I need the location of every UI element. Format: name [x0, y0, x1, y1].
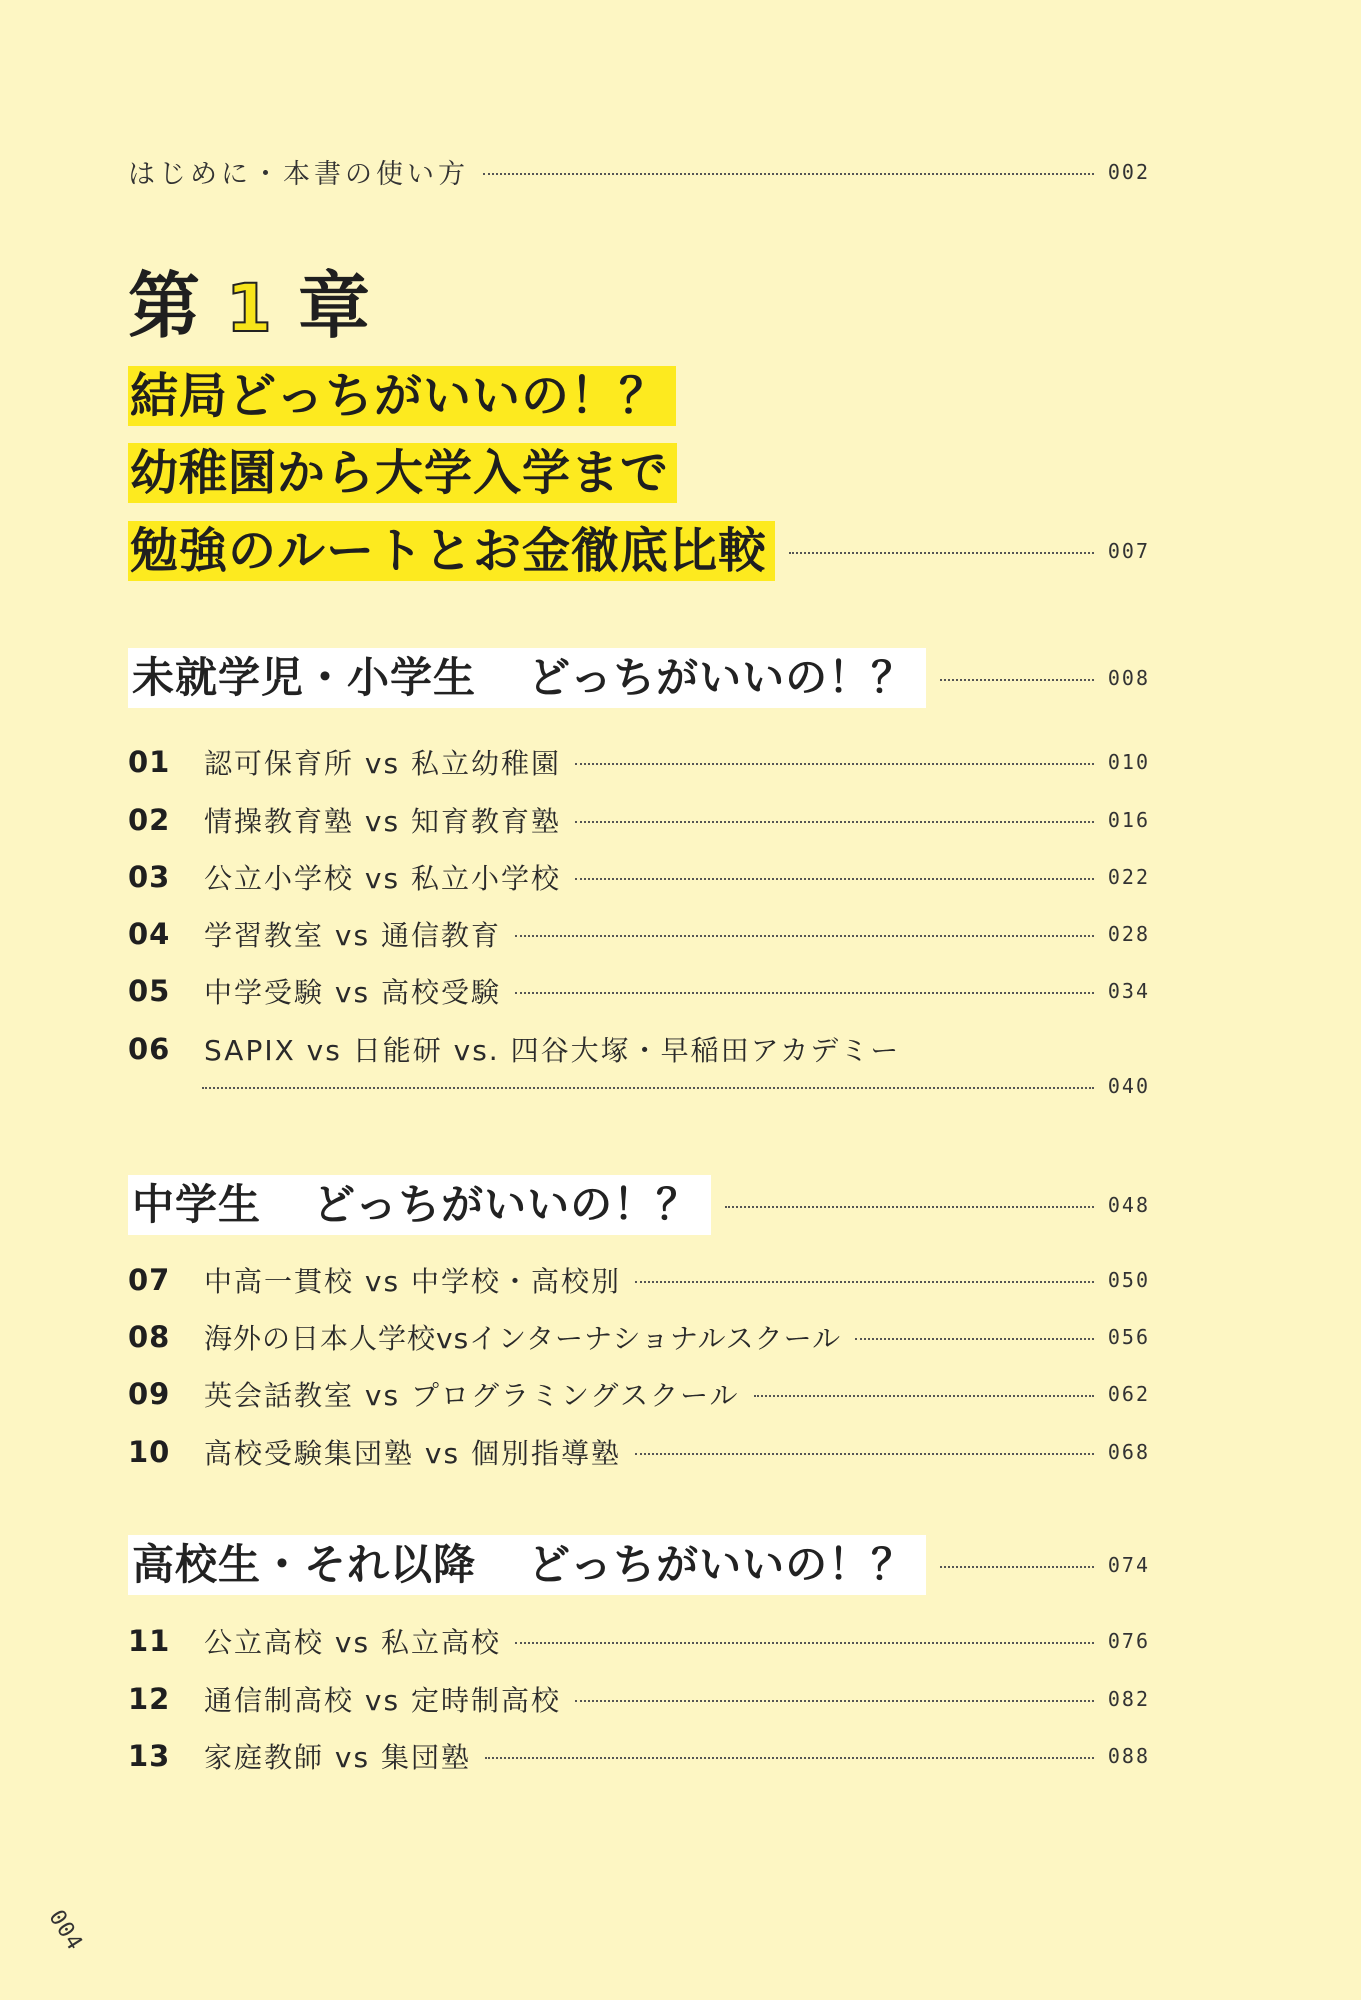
dot-leader: [515, 1642, 1094, 1644]
toc-item-09[interactable]: [128, 1374, 1150, 1414]
item-title: 情操教育塾 vs 知育教育塾: [204, 805, 561, 838]
toc-item-03[interactable]: [128, 857, 1150, 897]
item-title: 学習教室 vs 通信教育: [204, 919, 501, 952]
item-title: 家庭教師 vs 集団塾: [204, 1741, 471, 1774]
dot-leader: [515, 935, 1094, 937]
section-heading-elementary[interactable]: [128, 648, 1150, 708]
toc-item-02[interactable]: [128, 800, 1150, 840]
dot-leader: [515, 992, 1094, 994]
section-heading-high-school[interactable]: [128, 1535, 1150, 1595]
dot-leader: [575, 1700, 1094, 1702]
dot-leader: [483, 173, 1094, 175]
dot-leader: [635, 1281, 1094, 1283]
dot-leader: [940, 679, 1094, 681]
item-number: 12: [128, 1682, 171, 1716]
toc-item-04[interactable]: [128, 914, 1150, 954]
page-number: 007: [1107, 539, 1150, 563]
page-number: 040: [1107, 1074, 1150, 1098]
page-number: 028: [1107, 922, 1150, 946]
toc-item-08[interactable]: [128, 1317, 1150, 1357]
dot-leader: [789, 552, 1094, 554]
chapter-suffix: 章: [297, 264, 370, 348]
section-title: 高校生・それ以降 どっちがいいの！？: [128, 1535, 926, 1595]
item-number: 03: [128, 860, 171, 894]
chapter-title-text: 結局どっちがいいの！？: [128, 366, 676, 426]
section-heading-junior-high[interactable]: [128, 1175, 1150, 1235]
item-title: 公立小学校 vs 私立小学校: [204, 862, 561, 895]
toc-item-06[interactable]: [128, 1029, 1150, 1069]
page-number: 082: [1107, 1687, 1150, 1711]
chapter-heading: [128, 248, 370, 352]
item-number: 11: [128, 1624, 171, 1658]
dot-leader: [575, 763, 1094, 765]
page-number: 034: [1107, 979, 1150, 1003]
toc-item-12[interactable]: [128, 1679, 1150, 1719]
item-title: 中学受験 vs 高校受験: [204, 976, 501, 1009]
toc-item-07[interactable]: [128, 1260, 1150, 1300]
chapter-number: 1: [226, 270, 272, 347]
item-number: 13: [128, 1739, 171, 1773]
dot-leader: [202, 1087, 1094, 1089]
toc-item-05[interactable]: [128, 971, 1150, 1011]
page-number: 010: [1107, 750, 1150, 774]
dot-leader: [855, 1338, 1094, 1340]
dot-leader: [940, 1566, 1094, 1568]
section-title: 中学生 どっちがいいの！？: [128, 1175, 711, 1235]
toc-item-01[interactable]: [128, 742, 1150, 782]
dot-leader: [635, 1453, 1094, 1455]
page-number: 076: [1107, 1629, 1150, 1653]
item-number: 10: [128, 1435, 171, 1469]
page-number: 008: [1107, 666, 1150, 690]
toc-entry-intro[interactable]: [128, 152, 1150, 191]
toc-item-10[interactable]: [128, 1432, 1150, 1472]
page-number: 022: [1107, 865, 1150, 889]
chapter-title-line-3: [128, 521, 775, 581]
item-title: 認可保育所 vs 私立幼稚園: [204, 747, 561, 780]
entry-title: はじめに・本書の使い方: [128, 159, 469, 190]
item-number: 04: [128, 917, 171, 951]
section-title: 未就学児・小学生 どっちがいいの！？: [128, 648, 926, 708]
toc-item-13[interactable]: [128, 1736, 1150, 1776]
item-title: 英会話教室 vs プログラミングスクール: [204, 1379, 740, 1412]
chapter-prefix: 第: [128, 264, 201, 348]
dot-leader: [725, 1206, 1094, 1208]
item-number: 01: [128, 745, 171, 779]
item-number: 07: [128, 1263, 171, 1297]
page-number: 068: [1107, 1440, 1150, 1464]
item-title: 通信制高校 vs 定時制高校: [204, 1684, 561, 1717]
item-number: 02: [128, 803, 171, 837]
page-folio: 004: [43, 1905, 88, 1956]
item-number: 05: [128, 974, 171, 1008]
item-title: 公立高校 vs 私立高校: [204, 1626, 501, 1659]
dot-leader: [485, 1757, 1094, 1759]
dot-leader: [754, 1395, 1094, 1397]
item-number: 06: [128, 1032, 171, 1066]
page-number: 002: [1107, 159, 1150, 184]
item-title: SAPIX vs 日能研 vs. 四谷大塚・早稲田アカデミー: [204, 1034, 901, 1067]
chapter-title-text: 幼稚園から大学入学まで: [128, 443, 677, 503]
page-number: 056: [1107, 1325, 1150, 1349]
item-title: 海外の日本人学校vsインターナショナルスクール: [204, 1322, 842, 1355]
toc-item-11[interactable]: [128, 1621, 1150, 1661]
chapter-title-line-2: [128, 443, 677, 503]
page-number: 048: [1107, 1193, 1150, 1217]
chapter-title-line-1: [128, 366, 676, 426]
dot-leader: [575, 821, 1094, 823]
page-number: 074: [1107, 1553, 1150, 1577]
page-number: 062: [1107, 1382, 1150, 1406]
toc-entry-chapter-1[interactable]: [128, 521, 1150, 581]
page-number: 088: [1107, 1744, 1150, 1768]
item-title: 中高一貫校 vs 中学校・高校別: [204, 1265, 621, 1298]
toc-item-06-leader-row[interactable]: [202, 1074, 1150, 1098]
dot-leader: [575, 878, 1094, 880]
item-title: 高校受験集団塾 vs 個別指導塾: [204, 1437, 621, 1470]
item-number: 08: [128, 1320, 171, 1354]
item-number: 09: [128, 1377, 171, 1411]
chapter-title-text: 勉強のルートとお金徹底比較: [128, 521, 775, 581]
page-number: 050: [1107, 1268, 1150, 1292]
page-number: 016: [1107, 808, 1150, 832]
